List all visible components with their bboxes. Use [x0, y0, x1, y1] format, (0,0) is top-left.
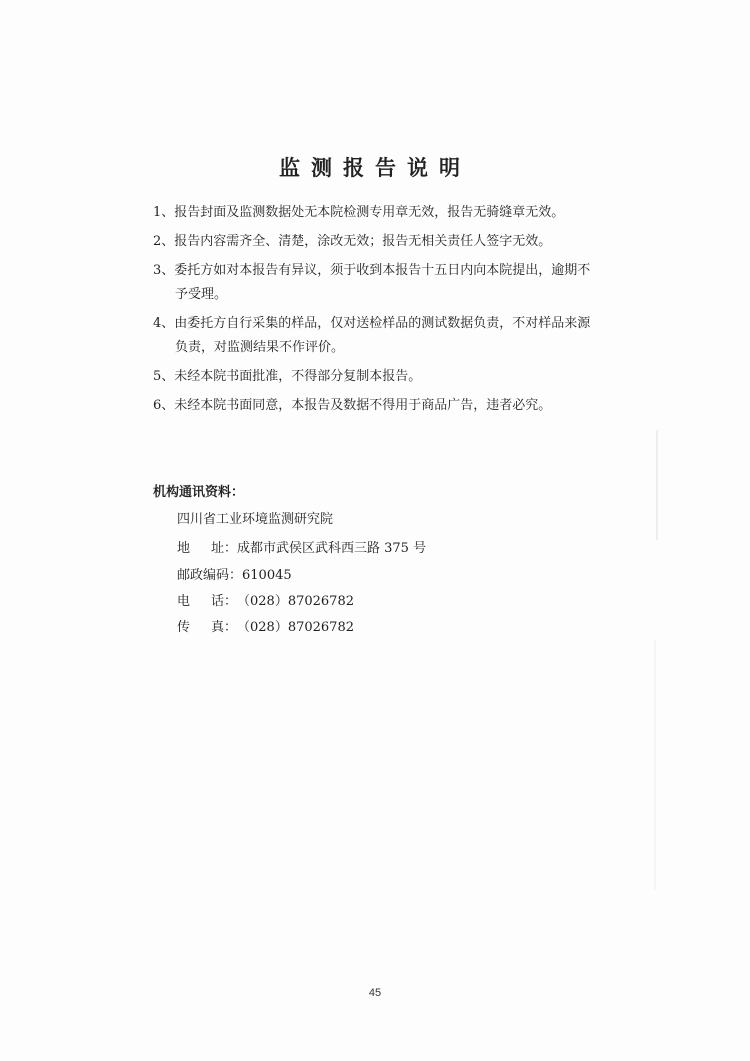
note-text: 未经本院书面批准，不得部分复制本报告。	[174, 369, 422, 384]
note-number: 5、	[153, 369, 175, 384]
org-phone-row	[177, 590, 354, 609]
phone-label: 电 话：	[177, 594, 237, 609]
org-postcode-row	[177, 564, 292, 583]
postcode-value: 610045	[242, 568, 292, 583]
phone-value: （028）87026782	[237, 594, 354, 609]
note-number: 3、	[153, 263, 175, 278]
note-text: 报告封面及监测数据处无本院检测专用章无效，报告无骑缝章无效。	[174, 205, 565, 220]
scan-artifact	[654, 640, 656, 890]
notes-list	[153, 201, 623, 423]
note-item	[153, 394, 623, 418]
note-continuation: 负责，对监测结果不作评价。	[175, 340, 345, 355]
note-text: 委托方如对本报告有异议，须于收到本报告十五日内向本院提出，逾期不	[174, 263, 591, 278]
fax-value: （028）87026782	[237, 620, 354, 635]
note-text: 由委托方自行采集的样品，仅对送检样品的测试数据负责，不对样品来源	[174, 316, 591, 331]
postcode-label: 邮政编码：	[177, 568, 243, 583]
page-title: 监测报告说明	[279, 155, 471, 180]
org-address-row	[177, 537, 426, 556]
fax-label: 传 真：	[177, 620, 237, 635]
org-heading: 机构通讯资料：	[153, 485, 245, 500]
note-text: 未经本院书面同意，本报告及数据不得用于商品广告，违者必究。	[174, 398, 552, 413]
org-fax-row	[177, 616, 354, 635]
scan-artifact	[656, 430, 658, 540]
note-item	[153, 259, 623, 307]
org-name: 四川省工业环境监测研究院	[177, 512, 334, 527]
page-number: 45	[368, 987, 382, 999]
note-text: 报告内容需齐全、清楚，涂改无效；报告无相关责任人签字无效。	[174, 234, 552, 249]
note-number: 6、	[153, 398, 175, 413]
note-number: 2、	[153, 234, 175, 249]
address-value: 成都市武侯区武科西三路 375 号	[237, 541, 427, 556]
note-number: 4、	[153, 316, 175, 331]
note-number: 1、	[153, 205, 175, 220]
note-item	[153, 365, 623, 389]
note-continuation: 予受理。	[175, 287, 228, 302]
note-item	[153, 230, 623, 254]
address-label: 地 址：	[177, 541, 237, 556]
note-item	[153, 201, 623, 225]
note-item	[153, 312, 623, 360]
